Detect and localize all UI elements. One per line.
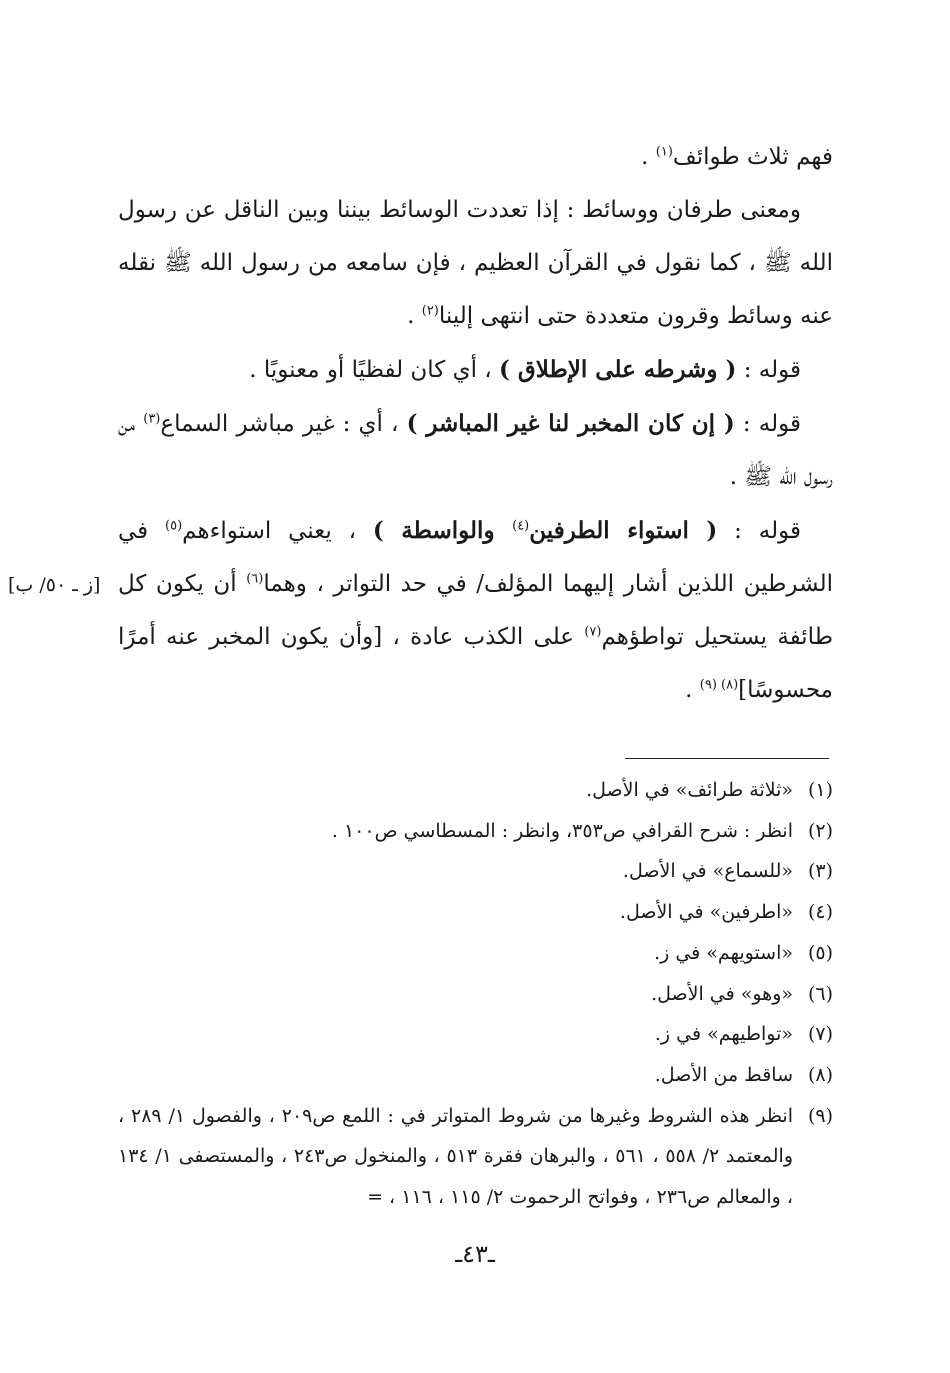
footnote-number: (٢) xyxy=(807,819,833,842)
text: ، أي كان لفظيًا أو معنويًا . xyxy=(249,357,500,383)
text: . xyxy=(685,677,700,703)
footnote-5 xyxy=(118,933,833,974)
footnote-ref[interactable]: (٥) xyxy=(165,518,183,534)
manuscript-folio-marker: [ز ـ ٥٠/ ب] xyxy=(8,574,101,596)
footnote-4 xyxy=(118,892,833,933)
text: قوله : xyxy=(717,518,801,544)
paragraph-5 xyxy=(118,504,833,717)
footnote-8 xyxy=(118,1055,833,1096)
footnote-ref[interactable]: (٣) xyxy=(143,411,161,427)
footnote-number: (٥) xyxy=(807,941,833,964)
footnote-number: (٦) xyxy=(807,982,833,1005)
footnote-number: (٤) xyxy=(807,901,833,924)
footnote-ref[interactable]: (٦) xyxy=(246,571,264,587)
footnote-text: «وهو» في الأصل. xyxy=(651,982,793,1005)
footnote-ref[interactable]: (١) xyxy=(655,144,673,160)
footnote-text: «للسماع» في الأصل. xyxy=(622,860,793,883)
footnote-ref[interactable]: (٤) xyxy=(512,518,530,534)
quoted-phrase: ( استواء الطرفين xyxy=(529,517,718,544)
footnote-number: (١) xyxy=(807,779,833,801)
footnote-number: (٩) xyxy=(807,1104,833,1127)
footnote-number: (٧) xyxy=(807,1023,833,1046)
text: ، أي : غير مباشر السماع xyxy=(160,411,407,437)
text: قوله : xyxy=(734,411,801,437)
footnote-text: «استويهم» في ز. xyxy=(654,941,793,964)
main-text xyxy=(118,131,833,717)
quoted-phrase: ( إن كان المخبر لنا غير المباشر ) xyxy=(406,410,735,437)
text: فهم ثلاث طوائف xyxy=(672,144,833,170)
footnote-text: ساقط من الأصل. xyxy=(654,1063,793,1086)
footnote-2 xyxy=(118,811,833,852)
paragraph-3 xyxy=(118,343,833,397)
footnote-ref[interactable]: (٧) xyxy=(584,624,602,640)
text: أن يكون كل طائفة يستحيل تواطؤهم xyxy=(118,571,833,650)
footnote-6 xyxy=(118,974,833,1015)
footnote-3 xyxy=(118,851,833,892)
footnote-9 xyxy=(118,1096,833,1218)
footnote-number: (٨) xyxy=(807,1063,833,1086)
footnote-text: «ثلاثة طرائف» في الأصل. xyxy=(586,779,793,801)
footnote-text: «اطرفين» في الأصل. xyxy=(619,901,793,924)
quoted-phrase: ( وشرطه على الإطلاق ) xyxy=(499,356,737,383)
text: . xyxy=(407,303,422,329)
footnote-text: انظر هذه الشروط وغيرها من شروط المتواتر في : اللمع ص٢٠٩ ، والفصول ١/ ٢٨٩ ، والمعتمد ٢/ ٥٥٨ ، ٥٦١ ، والبرهان فقرة ٥١٣ ، والمنخول ص٢٤٣ ، والمستصفى ١/ ١٣٤ ، والمعالم ص٢٣٦ ، وفواتح الرحموت ٢/ ١١٥ ، ١١٦ ، = xyxy=(118,1104,794,1209)
quoted-phrase: والواسطة ) xyxy=(372,517,513,544)
footnotes xyxy=(118,770,833,1218)
text: في الشرطين اللذين أشار إليهما المؤلف/ في حد التواتر ، وهما xyxy=(118,518,833,597)
text: . xyxy=(641,144,656,170)
paragraph-2 xyxy=(118,184,833,343)
text: ومعنى طرفان ووسائط : إذا تعددت الوسائط بيننا وبين الناقل عن رسول الله ﷺ ، كما نقول في القرآن العظيم ، فإن سامعه من رسول الله ﷺ نقله عنه وسائط وقرون متعددة حتى انتهى إلينا xyxy=(118,197,833,329)
footnote-ref[interactable]: (٢) xyxy=(421,303,439,319)
paragraph-4 xyxy=(118,397,833,504)
footnote-text: انظر : شرح القرافي ص٣٥٣، وانظر : المسطاسي ص١٠٠ . xyxy=(331,819,793,842)
text: ، يعني استواءهم xyxy=(182,518,373,544)
text: من رسول الله ﷺ . xyxy=(118,411,833,490)
paragraph-1 xyxy=(118,131,833,184)
footnote-1 xyxy=(118,770,833,811)
text: قوله : xyxy=(736,357,801,383)
footnote-7 xyxy=(118,1014,833,1055)
page-number: ـ٤٣ـ xyxy=(455,1240,495,1268)
footnote-number: (٣) xyxy=(807,860,833,883)
footnote-text: «تواطيهم» في ز. xyxy=(654,1023,793,1046)
footnote-ref[interactable]: (٨) (٩) xyxy=(699,677,739,693)
footnote-separator xyxy=(625,758,829,759)
text: على الكذب عادة ، [وأن يكون المخبر عنه أمرًا محسوسًا] xyxy=(118,624,833,703)
